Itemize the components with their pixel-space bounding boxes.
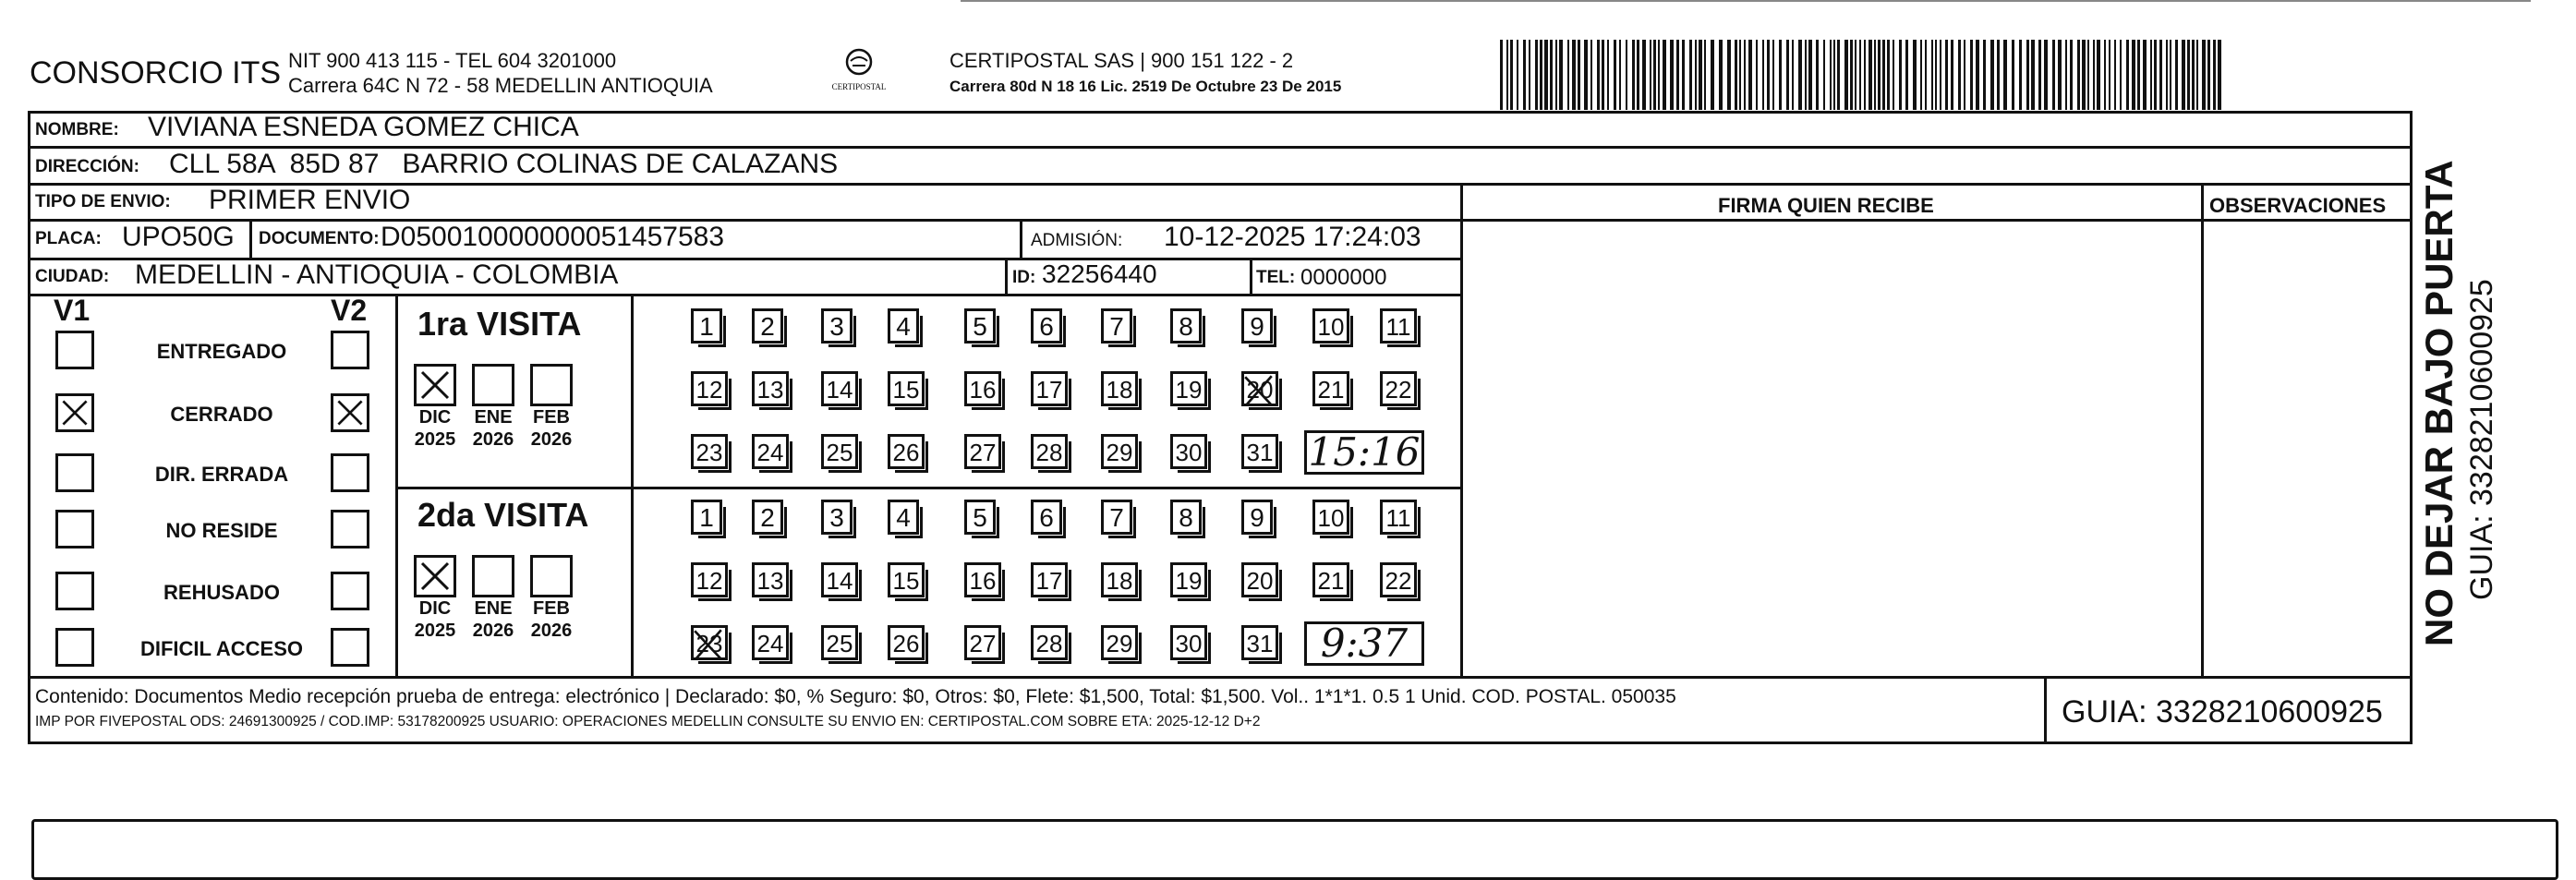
v2-header: V2 <box>331 294 368 327</box>
day-box[interactable]: 27 <box>964 434 1001 469</box>
day-box[interactable]: 2 <box>752 500 783 535</box>
v2-checkbox[interactable] <box>331 331 369 369</box>
day-box[interactable]: 6 <box>1031 308 1062 344</box>
day-box[interactable]: 26 <box>888 625 925 660</box>
month-checkbox[interactable] <box>472 555 514 597</box>
day-box[interactable]: 8 <box>1170 500 1202 535</box>
id-value: 32256440 <box>1042 259 1157 288</box>
day-box[interactable]: 8 <box>1170 308 1202 344</box>
ciudad-label: CIUDAD: <box>35 267 110 286</box>
ciudad-value: MEDELLIN - ANTIOQUIA - COLOMBIA <box>135 259 619 290</box>
day-box[interactable]: 18 <box>1101 371 1138 406</box>
v1-checkbox[interactable] <box>55 453 94 492</box>
day-box[interactable]: 31 <box>1241 625 1278 660</box>
logo-icon <box>841 48 877 78</box>
id-label: ID: <box>1012 268 1036 287</box>
placa-label: PLACA: <box>35 229 102 248</box>
status-divider <box>395 294 398 676</box>
no-dejar-bajo-puerta: NO DEJAR BAJO PUERTA <box>2417 160 2461 646</box>
imp-text: IMP POR FIVEPOSTAL ODS: 24691300925 / COD.IMP: 53178200925 USUARIO: OPERACIONES MEDELLIN CONSULTE SU ENVIO EN: CERTIPOSTAL.COM SOBRE ETA: 2025-12-12 D+2 <box>35 714 1261 729</box>
firma-label: FIRMA QUIEN RECIBE <box>1718 194 1934 217</box>
day-box[interactable]: 7 <box>1101 500 1132 535</box>
month-label: ENE 2026 <box>472 598 514 641</box>
guia-divider <box>2044 676 2047 744</box>
day-box[interactable]: 15 <box>888 562 925 597</box>
company-name: CONSORCIO ITS <box>30 55 282 90</box>
status-label: DIFICIL ACCESO <box>139 637 303 660</box>
placa-divider <box>249 219 252 258</box>
logo-text: CERTIPOSTAL <box>831 82 887 91</box>
month-label: FEB 2026 <box>530 407 573 450</box>
month-checkbox[interactable] <box>530 364 573 406</box>
row-divider <box>28 294 1463 296</box>
day-box[interactable]: 28 <box>1031 625 1068 660</box>
observaciones-divider <box>2201 183 2204 676</box>
day-box[interactable]: 30 <box>1170 625 1207 660</box>
v1-checkbox[interactable] <box>55 510 94 548</box>
guia-footer: GUIA: 3328210600925 <box>2062 694 2383 729</box>
day-box[interactable]: 4 <box>888 308 919 344</box>
day-box[interactable]: 15 <box>888 371 925 406</box>
nombre-value: VIVIANA ESNEDA GOMEZ CHICA <box>148 112 579 142</box>
tipo-label: TIPO DE ENVIO: <box>35 192 171 211</box>
month-checkbox[interactable] <box>472 364 514 406</box>
day-box[interactable]: 6 <box>1031 500 1062 535</box>
day-box[interactable]: 26 <box>888 434 925 469</box>
placa-value: UPO50G <box>122 222 235 252</box>
status-label: DIR. ERRADA <box>154 463 289 486</box>
day-box[interactable]: 27 <box>964 625 1001 660</box>
month-label: DIC 2025 <box>414 407 456 450</box>
id-divider <box>1005 258 1008 294</box>
day-box[interactable]: 16 <box>964 562 1001 597</box>
day-box[interactable]: 16 <box>964 371 1001 406</box>
day-box[interactable]: 12 <box>691 562 728 597</box>
firma-area <box>1460 219 1461 220</box>
day-box[interactable]: 21 <box>1312 371 1349 406</box>
month-label: FEB 2026 <box>530 598 573 641</box>
v2-checkbox[interactable] <box>331 628 369 667</box>
day-box[interactable]: 14 <box>821 562 858 597</box>
v1-checkbox[interactable] <box>55 393 94 432</box>
day-box[interactable]: 10 <box>1312 308 1349 344</box>
carrier-line: CERTIPOSTAL SAS | 900 151 122 - 2 <box>949 49 1294 72</box>
nit-line: NIT 900 413 115 - TEL 604 3201000 <box>288 49 617 72</box>
status-label: CERRADO <box>170 403 273 426</box>
day-box[interactable]: 13 <box>752 562 789 597</box>
day-box[interactable]: 24 <box>752 434 789 469</box>
month-label: DIC 2025 <box>414 598 456 641</box>
carrier-address: Carrera 80d N 18 16 Lic. 2519 De Octubre 23 De 2015 <box>949 78 1342 95</box>
admision-label: ADMISIÓN: <box>1031 231 1123 250</box>
day-box[interactable]: 31 <box>1241 434 1278 469</box>
visit-time-box: 9:37 <box>1304 621 1424 666</box>
certipostal-logo <box>829 48 889 102</box>
day-box[interactable]: 20 <box>1241 371 1278 406</box>
day-box[interactable]: 2 <box>752 308 783 344</box>
day-box[interactable]: 14 <box>821 371 858 406</box>
row-divider <box>28 676 2413 679</box>
visit-time-box: 15:16 <box>1304 430 1424 475</box>
day-box[interactable]: 10 <box>1312 500 1349 535</box>
top-edge-mark <box>961 0 2531 2</box>
day-box[interactable]: 4 <box>888 500 919 535</box>
day-box[interactable]: 9 <box>1241 308 1273 344</box>
day-box[interactable]: 21 <box>1312 562 1349 597</box>
barcode <box>1500 40 2226 110</box>
day-box[interactable]: 7 <box>1101 308 1132 344</box>
visit-separator <box>395 487 1463 489</box>
admision-divider <box>1020 219 1022 258</box>
status-label: NO RESIDE <box>165 519 278 542</box>
firma-divider <box>1460 183 1463 676</box>
day-box[interactable]: 19 <box>1170 371 1207 406</box>
day-box[interactable]: 25 <box>821 625 858 660</box>
nombre-label: NOMBRE: <box>35 120 119 139</box>
contenido-text: Contenido: Documentos Medio recepción prueba de entrega: electrónico | Declarado: $0, % Seguro: $0, Otros: $0, Flete: $1,500, Total: $1,500. Vol.. 1*1*1. 0.5 1 Unid. COD. POSTAL. 050035 <box>35 686 1676 707</box>
day-box[interactable]: 12 <box>691 371 728 406</box>
side-guia: GUIA: 3328210600925 <box>2464 279 2499 600</box>
day-box[interactable]: 19 <box>1170 562 1207 597</box>
direccion-label: DIRECCIÓN: <box>35 157 139 176</box>
tel-value: 0000000 <box>1300 265 1387 290</box>
v2-checkbox[interactable] <box>331 453 369 492</box>
tipo-value: PRIMER ENVIO <box>209 185 411 215</box>
status-label: ENTREGADO <box>156 340 287 363</box>
day-box[interactable]: 29 <box>1101 625 1138 660</box>
visit-divider <box>631 294 634 676</box>
visit-title: 2da VISITA <box>417 496 589 534</box>
v1-checkbox[interactable] <box>55 628 94 667</box>
v1-header: V1 <box>54 294 91 327</box>
tel-label: TEL: <box>1256 268 1296 287</box>
status-label: REHUSADO <box>163 581 280 604</box>
day-box[interactable]: 9 <box>1241 500 1273 535</box>
day-box[interactable]: 1 <box>691 308 722 344</box>
day-box[interactable]: 30 <box>1170 434 1207 469</box>
day-box[interactable]: 5 <box>964 500 996 535</box>
day-box[interactable]: 3 <box>821 500 853 535</box>
documento-label: DOCUMENTO: <box>259 229 380 248</box>
day-box[interactable]: 24 <box>752 625 789 660</box>
company-address: Carrera 64C N 72 - 58 MEDELLIN ANTIOQUIA <box>288 74 713 97</box>
month-checkbox[interactable] <box>530 555 573 597</box>
v2-checkbox[interactable] <box>331 572 369 610</box>
day-box[interactable]: 22 <box>1380 371 1417 406</box>
day-box[interactable]: 29 <box>1101 434 1138 469</box>
day-box[interactable]: 13 <box>752 371 789 406</box>
admision-value: 10-12-2025 17:24:03 <box>1164 222 1421 252</box>
documento-value: D050010000000051457583 <box>381 222 725 252</box>
day-box[interactable]: 5 <box>964 308 996 344</box>
day-box[interactable]: 17 <box>1031 562 1068 597</box>
day-box[interactable]: 3 <box>821 308 853 344</box>
day-box[interactable]: 17 <box>1031 371 1068 406</box>
month-checkbox[interactable] <box>414 364 456 406</box>
month-label: ENE 2026 <box>472 407 514 450</box>
v2-checkbox[interactable] <box>331 393 369 432</box>
month-checkbox[interactable] <box>414 555 456 597</box>
day-box[interactable]: 22 <box>1380 562 1417 597</box>
v2-checkbox[interactable] <box>331 510 369 548</box>
day-box[interactable]: 23 <box>691 625 728 660</box>
direccion-value: CLL 58A 85D 87 BARRIO COLINAS DE CALAZANS <box>169 149 839 179</box>
day-box[interactable]: 20 <box>1241 562 1278 597</box>
tel-divider <box>1250 258 1252 294</box>
day-box[interactable]: 1 <box>691 500 722 535</box>
observaciones-label: OBSERVACIONES <box>2209 194 2387 217</box>
day-box[interactable]: 11 <box>1380 500 1417 535</box>
day-box[interactable]: 28 <box>1031 434 1068 469</box>
bottom-frame <box>31 819 2558 880</box>
day-box[interactable]: 23 <box>691 434 728 469</box>
v1-checkbox[interactable] <box>55 572 94 610</box>
day-box[interactable]: 18 <box>1101 562 1138 597</box>
v1-checkbox[interactable] <box>55 331 94 369</box>
day-box[interactable]: 11 <box>1380 308 1417 344</box>
day-box[interactable]: 25 <box>821 434 858 469</box>
visit-title: 1ra VISITA <box>417 305 582 343</box>
